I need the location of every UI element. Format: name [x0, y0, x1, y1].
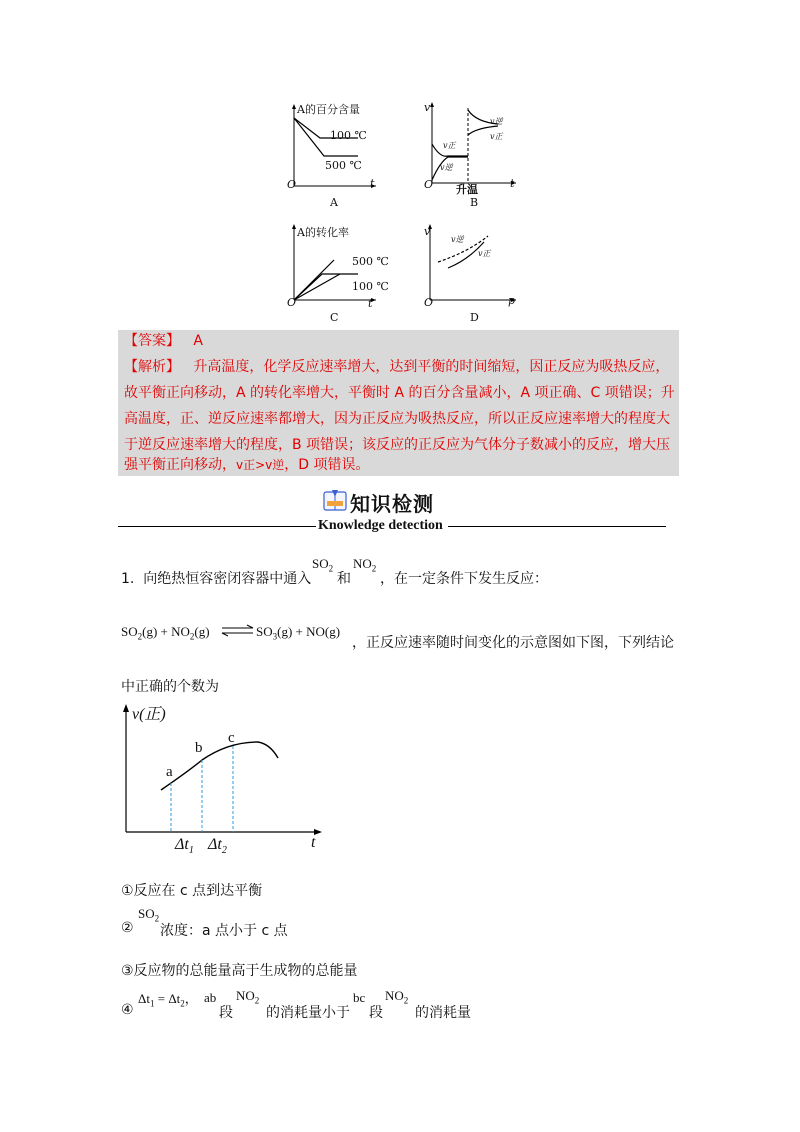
chart-xlabel: t: [311, 834, 316, 851]
point-b: b: [195, 740, 203, 756]
fig-d-xlabel: p: [508, 294, 516, 307]
option-4-no2b: $NO_2$: [385, 988, 409, 1006]
book-icon: [322, 488, 348, 514]
option-4-ab: ab: [204, 990, 217, 1005]
fig-b-vzheng: v正: [443, 141, 456, 150]
fig-b-origin: O: [424, 178, 434, 191]
analysis-tag: 【解析】: [124, 359, 180, 375]
option-4-prefix: ④: [121, 1002, 134, 1018]
option-4-bc: bc: [353, 990, 366, 1005]
answer-value: A: [193, 333, 203, 349]
delta-t2: $\Delta t_2$: [208, 836, 227, 857]
option-4-cond: $\Delta t_1 = \Delta t_2$，: [138, 991, 198, 1009]
fig-b-caption: B: [470, 196, 479, 209]
fig-a-caption: A: [330, 196, 338, 209]
option-4-mid: 的消耗量小于: [266, 1005, 350, 1021]
fig-c-curve1: 500 ℃: [352, 255, 389, 268]
fig-d-caption: D: [470, 311, 479, 324]
option-2-prefix: ②: [121, 920, 134, 936]
option-4-no2: $NO_2$: [236, 988, 260, 1006]
section-rule-right: [448, 526, 666, 527]
stem-part4: 中正确的个数为: [121, 679, 219, 695]
fig-d-origin: O: [424, 296, 434, 309]
formula-no2: $NO_2$: [353, 556, 377, 574]
analysis-line-4: 于逆反应速率增大的程度，B 项错误；该反应的正反应为气体分子数减小的反应，增大压: [124, 437, 671, 453]
stem-part2: ，在一定条件下发生反应：: [380, 571, 548, 587]
option-2-formula: $SO_2$: [138, 906, 160, 924]
fig-d-vzheng: v正: [478, 249, 491, 258]
equation-left: $SO_2(g) + NO_2(g)$: [121, 624, 210, 642]
analysis-line-2: 故平衡正向移动，A 的转化率增大，平衡时 A 的百分含量减小，A 项正确、C 项错误；升: [124, 385, 675, 401]
stem-part1: 向绝热恒容密闭容器中通入: [143, 571, 312, 587]
option-2-text: 浓度：a 点小于 c 点: [160, 923, 288, 939]
delta-t1: $\Delta t_1$: [175, 836, 194, 857]
point-c: c: [228, 730, 235, 746]
fig-a-curve1: 100 ℃: [330, 129, 367, 142]
equilibrium-arrow: [221, 624, 255, 638]
fig-b-vni: v逆: [440, 163, 453, 172]
fig-c-curve2: 100 ℃: [352, 280, 389, 293]
section-title-cn: 知识检测: [350, 492, 434, 516]
fig-c-caption: C: [330, 311, 339, 324]
fig-b-xlabel: t: [510, 177, 515, 190]
equation-right: $SO_3(g) + NO(g)$: [256, 624, 341, 642]
chart-ylabel: v(正): [132, 706, 166, 723]
option-4-duan2: 段: [369, 1005, 383, 1021]
fig-c-xlabel: t: [368, 297, 373, 310]
fig-b-vzheng2: v正: [490, 132, 503, 141]
fig-a-ylabel: A的百分含量: [297, 103, 360, 116]
fig-b-ylabel: v: [424, 101, 431, 114]
v-inequality: v正>v逆: [236, 458, 285, 472]
formula-so2: $SO_2$: [312, 556, 334, 574]
fig-a-xlabel: t: [370, 177, 375, 190]
section-rule-left: [118, 526, 316, 527]
fig-a-curve2: 500 ℃: [325, 159, 362, 172]
section-title-en: Knowledge detection: [318, 518, 443, 533]
rate-curve: [161, 742, 278, 790]
stem-he: 和: [337, 571, 351, 587]
option-4-duan: 段: [219, 1005, 233, 1021]
fig-d-vni: v逆: [451, 235, 464, 244]
analysis-tail: ，D 项错误。: [284, 457, 370, 473]
option-3: ③反应物的总能量高于生成物的总能量: [121, 963, 358, 979]
analysis-text-1: 升高温度，化学反应速率增大，达到平衡的时间缩短，因正反应为吸热反应，: [193, 359, 670, 375]
fig-c-origin: O: [287, 296, 297, 309]
question-number: 1.: [121, 571, 135, 587]
analysis-text-5: 强平衡正向移动，: [124, 457, 236, 473]
fig-d-ylabel: v: [424, 225, 431, 238]
analysis-line-1: [124, 357, 669, 377]
analysis-line-5: [124, 455, 370, 475]
figure-d: [420, 222, 520, 312]
question-stem-line1: [121, 568, 311, 588]
answer-tag: 【答案】: [124, 333, 180, 349]
analysis-line-3: 高温度，正、逆反应速率都增大，因为正反应为吸热反应，所以正反应速率增大的程度大: [124, 411, 670, 427]
answer-line: [124, 331, 203, 351]
point-a: a: [166, 764, 173, 780]
stem-part3: ，正反应速率随时间变化的示意图如下图，下列结论: [352, 635, 674, 651]
fig-a-origin: O: [287, 178, 297, 191]
fig-b-shengwen: 升温: [456, 183, 478, 196]
option-1: ①反应在 c 点到达平衡: [121, 883, 263, 899]
fig-c-ylabel: A的转化率: [297, 226, 349, 239]
option-4-end: 的消耗量: [415, 1005, 471, 1021]
fig-b-vni2: v逆: [490, 117, 503, 126]
